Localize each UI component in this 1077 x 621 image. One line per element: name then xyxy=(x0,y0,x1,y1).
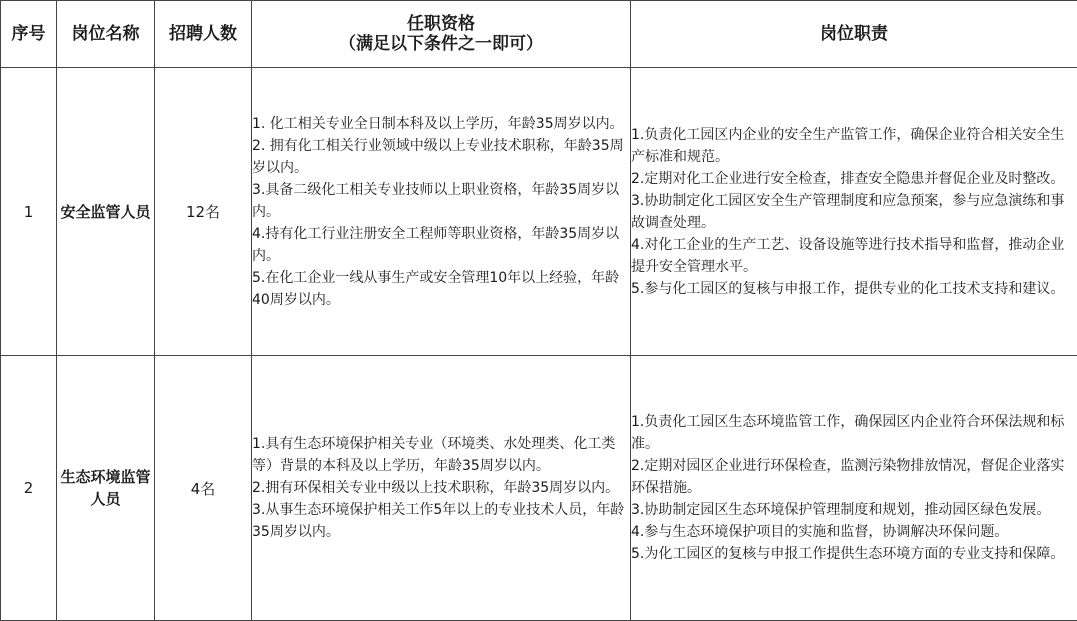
qualification-item: 1. 化工相关专业全日制本科及以上学历，年龄35周岁以内。 xyxy=(252,113,630,135)
row-seq: 1 xyxy=(1,68,57,356)
row-duties xyxy=(631,356,1077,621)
row-count: 4名 xyxy=(155,356,252,621)
qualification-item: 3.具备二级化工相关专业技师以上职业资格，年龄35周岁以内。 xyxy=(252,179,630,223)
qualification-item: 4.持有化工行业注册安全工程师等职业资格，年龄35周岁以内。 xyxy=(252,223,630,267)
row-position: 安全监管人员 xyxy=(57,68,155,356)
qualification-item: 1.具有生态环境保护相关专业（环境类、水处理类、化工类等）背景的本科及以上学历，年龄35周岁以内。 xyxy=(252,433,630,477)
header-count: 招聘人数 xyxy=(155,1,252,68)
table-row xyxy=(1,356,1077,621)
duty-item: 1.负责化工园区生态环境监管工作，确保园区内企业符合环保法规和标准。 xyxy=(631,411,1077,455)
duty-item: 4.参与生态环境保护项目的实施和监督，协调解决环保问题。 xyxy=(631,521,1077,543)
row-seq: 2 xyxy=(1,356,57,621)
duty-item: 5.参与化工园区的复核与申报工作，提供专业的化工技术支持和建议。 xyxy=(631,278,1077,300)
header-seq: 序号 xyxy=(1,1,57,68)
row-count: 12名 xyxy=(155,68,252,356)
header-qualification-title: 任职资格 xyxy=(252,14,630,34)
qualification-item: 5.在化工企业一线从事生产或安全管理10年以上经验，年龄40周岁以内。 xyxy=(252,267,630,311)
table-row xyxy=(1,68,1077,356)
header-row xyxy=(1,1,1077,68)
header-position: 岗位名称 xyxy=(57,1,155,68)
duty-item: 2.定期对化工企业进行安全检查，排查安全隐患并督促企业及时整改。 xyxy=(631,168,1077,190)
header-qualification xyxy=(252,1,631,68)
qualification-item: 2. 拥有化工相关行业领域中级以上专业技术职称，年龄35周岁以内。 xyxy=(252,135,630,179)
row-duties xyxy=(631,68,1077,356)
duty-item: 4.对化工企业的生产工艺、设备设施等进行技术指导和监督，推动企业提升安全管理水平。 xyxy=(631,234,1077,278)
header-qualification-subtitle: （满足以下条件之一即可） xyxy=(252,34,630,54)
row-position: 生态环境监管人员 xyxy=(57,356,155,621)
row-qualifications xyxy=(252,68,631,356)
duty-item: 3.协助制定化工园区安全生产管理制度和应急预案，参与应急演练和事故调查处理。 xyxy=(631,190,1077,234)
duty-item: 2.定期对园区企业进行环保检查，监测污染物排放情况，督促企业落实环保措施。 xyxy=(631,455,1077,499)
header-duties: 岗位职责 xyxy=(631,1,1077,68)
qualification-item: 2.拥有环保相关专业中级以上技术职称，年龄35周岁以内。 xyxy=(252,477,630,499)
duty-item: 3.协助制定园区生态环境保护管理制度和规划，推动园区绿色发展。 xyxy=(631,499,1077,521)
duty-item: 1.负责化工园区内企业的安全生产监管工作，确保企业符合相关安全生产标准和规范。 xyxy=(631,124,1077,168)
row-qualifications xyxy=(252,356,631,621)
duty-item: 5.为化工园区的复核与申报工作提供生态环境方面的专业支持和保障。 xyxy=(631,543,1077,565)
qualification-item: 3.从事生态环境保护相关工作5年以上的专业技术人员，年龄35周岁以内。 xyxy=(252,499,630,543)
